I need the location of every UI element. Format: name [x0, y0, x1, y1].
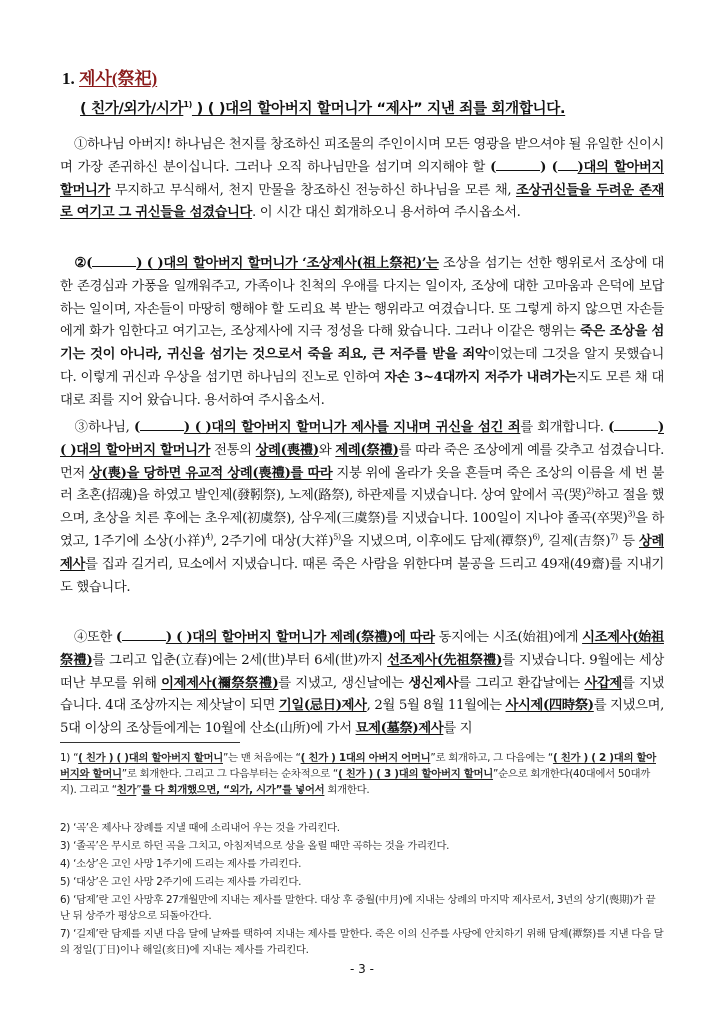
text-run: ( 친가 ) ( 2 )대의 할아버지와 할머니: [60, 752, 656, 780]
text-run: 를 그리고 환갑날에는: [458, 675, 585, 691]
text-run: 를 집과 길거리, 묘소에서 지냈습니다. 때론 죽은 사람을 위한다며 불공을 드리고 49재(49齋)를 지내기도 했습니다.: [60, 556, 664, 595]
paragraph-1: [60, 134, 664, 225]
text-run: 조상귀신들을 두려운 존재로 여기고 그 귀신들을 섬겼습니다: [60, 182, 664, 221]
text-run: 등: [617, 533, 639, 549]
text-run: 동지에는 시조(始祖)에게: [434, 630, 583, 645]
text-run: 3): [627, 509, 636, 519]
text-run: 제례(祭禮): [335, 442, 399, 458]
text-run: 친가: [116, 784, 137, 796]
text-run: 를 다 회개했으면, “외가, 시가”를 넣어서: [141, 784, 325, 796]
section-title: 제사(祭祀): [79, 69, 158, 88]
text-run: ( 친가/외가/시가: [80, 101, 184, 117]
text-run: 상례(喪禮): [255, 442, 319, 458]
paragraph-2: [60, 253, 664, 413]
text-run: 지붕 위에 올라가 옷을 흔들며 죽은 조상의 이름을 세 번 불러 초혼(招魂)을 하였고 발인제(發靷祭), 노제(路祭), 하관제를 지냈습니다. 상여 앞에서 곡(哭): [60, 465, 664, 504]
section-number: 1.: [62, 69, 75, 88]
text-run: 7): [610, 532, 618, 542]
text-run: ) ( )대의 할아버지 할머니가 제사를 지내며 귀신을 섬긴 죄: [183, 420, 521, 435]
text-run: 를 지: [443, 721, 473, 737]
text-run: 기일(忌日)제사: [278, 698, 367, 714]
text-run: 2): [586, 486, 594, 496]
text-run: ) ( )대의 할아버지 할머니가 “제사” 지낸 죄를 회개합니다.: [191, 101, 566, 117]
text-run: (: [115, 630, 122, 645]
text-run: . 이 시간 대신 회개하오니 용서하여 주시옵소서.: [252, 205, 521, 221]
section-heading: [62, 64, 157, 89]
text-run: 상(喪)을 당하면 유교적 상례(喪禮)를 따라: [89, 465, 333, 481]
text-run: ④또한: [74, 630, 116, 645]
text-run: ) ( )대의 할아버지 할머니가 제례(祭禮)에 따라: [165, 630, 435, 645]
text-run: 이었는데 그것을 알지 못했습니다. 이렇게 귀신과 우상을 섬기면 하나님의 진노로 인하여: [60, 347, 664, 385]
text-run: 을 지냈으며, 이후에도 담제(禫祭): [340, 533, 533, 549]
text-run: 이제제사(禰祭祭禮): [161, 675, 279, 691]
text-run: 와: [318, 442, 336, 458]
fill-in-blank: [496, 158, 540, 171]
text-run: 를 그리고 입춘(立春)에는 2세(世)부터 6세(世)까지: [92, 652, 388, 668]
text-run: 를 지냈습니다. 9월에는 세상 떠난 부모를 위해: [60, 652, 664, 691]
text-run: 5): [333, 532, 341, 542]
text-run: ②(: [74, 256, 93, 271]
text-run: , 2월 5월 8월 11월에는: [366, 698, 506, 714]
text-run: 4): [205, 532, 213, 542]
text-run: 를 회개합니다.: [520, 420, 609, 435]
text-run: (: [608, 420, 615, 435]
text-run: 사갑제: [584, 675, 622, 691]
text-run: 생신제사: [408, 675, 459, 691]
footnote-1: [60, 750, 664, 798]
text-run: ”순으로 회개한다(40대에서 50대까지). 그리고 “: [60, 768, 650, 796]
text-run: 무지하고 무식해서, 천지 만물을 창조하신 전능하신 하나님을 모른 채,: [109, 182, 517, 198]
fill-in-blank: [614, 418, 658, 431]
text-run: 1): [183, 100, 192, 110]
paragraph-3: [60, 417, 664, 599]
page-number: - 3 -: [350, 962, 374, 976]
fill-in-blank: [122, 628, 166, 641]
text-run: 사시제(四時祭): [505, 698, 594, 714]
fill-in-blank: [92, 254, 136, 267]
text-run: 시조제사(始祖祭禮): [60, 630, 664, 668]
text-run: 조상을 섬기는 선한 행위로서 조상에 대한 존경심과 가풍을 일깨워주고, 가족이나 친척의 우애를 다지는 일이자, 조상에 대한 고마움과 은덕에 보답하는 일이며, 자손들이 마땅히 행해야 할 도리요 복 받는 행위라고 여겼습니다. 또 그렇게 하지 않으면 자손들에게 화가 임한다고 여기고는, 조상제사에 지극 정성을 다해 왔습니다. 그러나 이같은 행위는: [60, 256, 665, 340]
footnote-5: 5) ‘대상’은 고인 사망 2주기에 드리는 제사를 가리킨다.: [60, 876, 302, 888]
footnote-divider: [60, 742, 240, 743]
text-run: 지도 모른 채 대대로 죄를 지어 왔습니다. 용서하여 주시옵소서.: [60, 369, 664, 408]
paragraph-4: [60, 627, 664, 741]
fill-in-blank: [558, 158, 578, 171]
text-run: 를 지냈고, 생신날에는: [278, 675, 409, 691]
text-run: 을 하였고, 1주기에 소상(小祥): [60, 511, 664, 549]
text-run: (: [490, 159, 497, 175]
text-run: ”는 맨 처음에는 “: [222, 752, 301, 764]
text-run: ①하나님 아버지! 하나님은 천지를 창조하신 피조물의 주인이시며 모든 영광을 받으셔야 될 유일한 신이시며 가장 존귀하신 분이십니다. 그러나 오직 하나님만을 섬기며 의지해야 할: [60, 137, 664, 175]
text-run: , 길제(吉祭): [539, 533, 611, 549]
text-run: 회개한다.: [324, 784, 370, 796]
text-run: )대의 할아버지 할머니가: [60, 159, 664, 198]
text-run: ③하나님,: [74, 420, 134, 435]
text-run: 6): [532, 532, 540, 542]
text-run: ) ( )대의 할아버지 할머니가: [60, 420, 664, 458]
text-run: 하고 절을 했으며, 초상을 치른 후에는 초우제(初虞祭), 삼우제(三虞祭)를 지냈습니다. 100일이 지나야 졸곡(卒哭): [60, 488, 665, 527]
text-run: 자손 3~4대까지 저주가 내려가는: [384, 369, 577, 385]
text-run: 를 지냈으며, 5대 이상의 조상들에게는 10월에 산소(山所)에 가서: [60, 698, 665, 737]
text-run: ( 친가 ) 1대의 아버지 어머니: [300, 752, 431, 764]
footnote-3: 3) ‘졸곡’은 무시로 하던 곡을 그치고, 아침저녁으로 상을 올릴 때만 곡하는 것을 가리킨다.: [60, 840, 450, 852]
text-run: 1) “: [60, 752, 79, 764]
fill-in-blank: [140, 418, 184, 431]
text-run: 를 따라 죽은 조상에게 예를 갖추고 섬겼습니다. 먼저: [60, 442, 664, 481]
text-run: 전통의: [210, 442, 256, 458]
footnote-6: 6) ‘담제’란 고인 사망후 27개월만에 지내는 제사를 말한다. 대상 후 중월(中月)에 지내는 상례의 마지막 제사로서, 3년의 상기(喪期)가 끝난 뒤 상주가 평상으로 되돌아간다.: [60, 894, 656, 922]
text-run: ) ( )대의 할아버지 할머니가 ‘조상제사(祖上祭祀)’는: [136, 256, 439, 271]
text-run: ( 친가 ) ( 3 )대의 할아버지 할머니: [337, 768, 494, 780]
text-run: 묘제(墓祭)제사: [355, 721, 444, 737]
text-run: ”로 회개하고, 그 다음에는 “: [430, 752, 553, 764]
text-run: 죽은 조상을 섬기는 것이 아니라, 귀신을 섬기는 것으로서 죽을 죄요, 큰 저주를 받을 죄악: [60, 324, 664, 363]
text-run: ”로 회개한다. 그리고 그 다음부터는 순차적으로 “: [121, 768, 338, 780]
text-run: 선조제사(先祖祭禮): [387, 652, 503, 668]
text-run: 를 지냈습니다. 4대 조상까지는 제삿날이 되면: [60, 675, 664, 714]
text-run: 상례제사: [60, 533, 664, 572]
footnote-4: 4) ‘소상’은 고인 사망 1주기에 드리는 제사를 가리킨다.: [60, 858, 302, 870]
footnote-2: 2) ‘곡’은 제사나 장례를 지낼 때에 소리내어 우는 것을 가리킨다.: [60, 822, 340, 834]
text-run: (: [133, 420, 140, 435]
text-run: ( 친가 ) ( )대의 할아버지 할머니: [78, 752, 223, 764]
section-subtitle: [80, 97, 660, 118]
text-run: ”: [136, 784, 142, 796]
text-run: ) (: [540, 159, 558, 175]
footnote-7: 7) ‘길제’란 담제를 지낸 다음 달에 날짜를 택하여 지내는 제사를 말한다. 죽은 이의 신주를 사당에 안치하기 위해 담제(禫祭)를 지낸 다음 달의 정일(丁日)이나 해일(亥日)에 지내는 제사를 가리킨다.: [60, 928, 664, 956]
text-run: , 2주기에 대상(大祥): [212, 533, 334, 549]
